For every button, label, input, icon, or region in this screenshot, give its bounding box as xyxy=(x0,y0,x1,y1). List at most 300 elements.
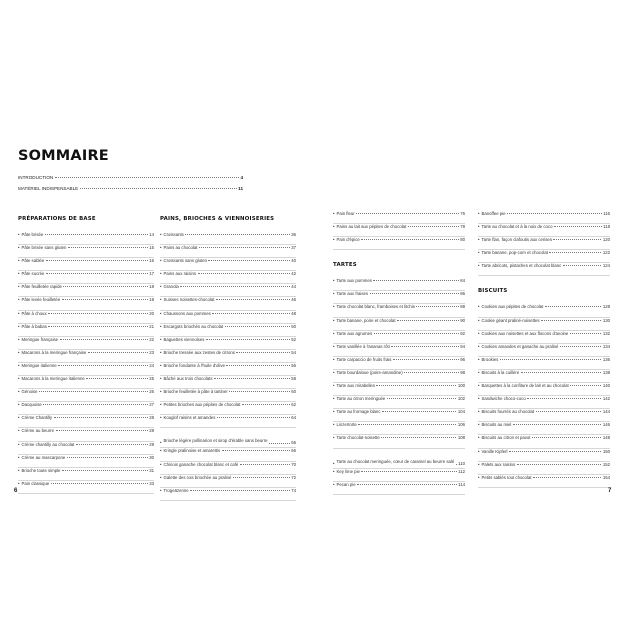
toc-entry[interactable] xyxy=(333,449,465,469)
dot-leader xyxy=(214,378,290,379)
dot-leader xyxy=(242,404,290,405)
toc-entry[interactable] xyxy=(333,331,465,344)
toc-entry[interactable] xyxy=(160,258,296,271)
entry-page: 33 xyxy=(149,480,154,486)
toc-entry[interactable] xyxy=(18,311,154,324)
bullet-icon: • xyxy=(160,448,162,454)
entry-label: Tarte au chocolat et à la noix de coco xyxy=(481,224,553,230)
entry-label: Tarte aux fraises xyxy=(336,291,369,297)
entry-page: 146 xyxy=(602,422,610,428)
entry-page: 48 xyxy=(291,310,296,316)
dot-leader xyxy=(361,471,456,472)
toc-entry[interactable] xyxy=(333,383,465,396)
dot-leader xyxy=(554,226,602,227)
toc-entry[interactable] xyxy=(18,363,154,376)
bullet-icon: • xyxy=(160,376,162,382)
dot-leader xyxy=(88,352,148,353)
toc-entry-list xyxy=(333,211,465,250)
bullet-icon: • xyxy=(18,402,20,408)
dot-leader xyxy=(80,188,237,189)
toc-entry[interactable] xyxy=(18,376,154,389)
bullet-icon: • xyxy=(333,224,335,230)
bullet-icon: • xyxy=(478,237,480,243)
dot-leader xyxy=(236,352,289,353)
toc-entry[interactable] xyxy=(478,409,610,422)
dot-leader xyxy=(507,213,602,214)
dot-leader xyxy=(549,252,601,253)
bullet-icon: • xyxy=(333,278,335,284)
dot-leader xyxy=(527,398,601,399)
page-number-right: 7 xyxy=(608,488,612,494)
toc-entry[interactable] xyxy=(160,389,296,402)
entry-label: Pains aux raisins xyxy=(163,271,196,277)
toc-entry[interactable] xyxy=(160,363,296,376)
toc-entry[interactable] xyxy=(478,263,610,276)
dot-leader xyxy=(233,477,290,478)
dot-leader xyxy=(226,365,289,366)
entry-page: 138 xyxy=(602,369,610,375)
toc-entry[interactable] xyxy=(478,344,610,357)
entry-label: Brioche feuilletée à pâte à tartiner xyxy=(163,389,228,395)
toc-entry[interactable] xyxy=(333,278,465,291)
dot-leader xyxy=(393,359,459,360)
toc-entry[interactable] xyxy=(333,409,465,422)
toc-entry[interactable] xyxy=(160,448,296,461)
section-heading: PRÉPARATIONS DE BASE xyxy=(18,216,96,222)
toc-entry[interactable] xyxy=(478,449,610,462)
bullet-icon: • xyxy=(160,232,162,237)
bullet-icon: • xyxy=(333,481,335,487)
toc-entry[interactable] xyxy=(160,297,296,310)
entry-label: Kringle pralinoise et amarettis xyxy=(163,448,221,454)
entry-page: 74 xyxy=(291,487,296,493)
toc-entry-list xyxy=(333,278,465,494)
entry-label: Vanille Kipferl xyxy=(481,448,508,454)
toc-entry[interactable] xyxy=(18,428,154,441)
toc-entry[interactable] xyxy=(18,350,154,363)
dot-leader xyxy=(43,404,147,405)
entry-page: 52 xyxy=(291,336,296,342)
bullet-icon: • xyxy=(333,468,335,474)
toc-entry[interactable] xyxy=(18,258,154,271)
entry-page: 116 xyxy=(603,211,610,216)
bullet-icon: • xyxy=(18,480,20,486)
entry-label: Brioche légère pollinarion et sirop d'érable sans beurre xyxy=(163,438,268,444)
toc-entry[interactable] xyxy=(333,344,465,357)
toc-entry[interactable] xyxy=(160,428,296,448)
bullet-icon: • xyxy=(333,330,335,336)
dot-leader xyxy=(212,313,289,314)
entry-page: 27 xyxy=(149,402,154,408)
toc-entry[interactable] xyxy=(333,357,465,370)
entry-page: 24 xyxy=(149,362,154,368)
toc-entry[interactable] xyxy=(478,318,610,331)
entry-label: Meringue italienne xyxy=(21,362,57,368)
entry-page: 88 xyxy=(460,304,465,310)
bullet-icon: • xyxy=(18,271,20,277)
dot-leader xyxy=(509,451,601,452)
toc-entry[interactable] xyxy=(333,469,465,482)
dot-leader xyxy=(62,470,148,471)
dot-leader xyxy=(39,391,148,392)
bullet-icon: • xyxy=(333,409,335,415)
bullet-icon: • xyxy=(478,263,480,269)
dot-leader xyxy=(51,483,148,484)
toc-entry[interactable] xyxy=(18,442,154,455)
entry-label: Pâte à choux xyxy=(21,310,47,316)
dot-leader xyxy=(62,299,148,300)
toc-entry[interactable] xyxy=(478,435,610,448)
dot-leader xyxy=(358,424,456,425)
bullet-icon: • xyxy=(160,474,162,480)
toc-entry[interactable] xyxy=(160,245,296,258)
toc-entry-list xyxy=(18,232,154,494)
entry-label: Banoffee pie xyxy=(481,211,506,216)
bullet-icon: • xyxy=(160,336,162,342)
bullet-icon: • xyxy=(333,291,335,297)
dot-leader xyxy=(373,280,458,281)
entry-page: 14 xyxy=(149,232,154,237)
entry-label: Kouglof raisins et amandes xyxy=(163,415,216,421)
dot-leader xyxy=(533,477,601,478)
toc-entry[interactable] xyxy=(160,415,296,428)
toc-entry[interactable] xyxy=(478,211,610,224)
entry-page: 37 xyxy=(291,245,296,251)
bullet-icon: • xyxy=(160,362,162,368)
entry-label: Tarte chocolat blanc, framboises et litchis xyxy=(336,304,415,310)
section-heading: PAINS, BRIOCHES & VIENNOISERIES xyxy=(160,216,275,222)
entry-page: 26 xyxy=(149,389,154,395)
dot-leader xyxy=(225,326,290,327)
entry-label: Cookie géant praliné-noisettes xyxy=(481,317,540,323)
dot-leader xyxy=(198,273,290,274)
toc-entry[interactable] xyxy=(160,475,296,488)
entry-label: Croissants sans gluten xyxy=(163,258,207,264)
toc-entry[interactable] xyxy=(18,481,154,494)
bullet-icon: • xyxy=(160,323,162,329)
entry-label: Crème chantilly au chocolat xyxy=(21,441,75,447)
bullet-icon: • xyxy=(333,343,335,349)
toc-entry[interactable] xyxy=(478,357,610,370)
dot-leader xyxy=(500,359,602,360)
entry-page: 152 xyxy=(602,461,610,467)
entry-label: Tarte carpaccio de fruits frais xyxy=(336,356,392,362)
entry-page: 18 xyxy=(149,284,154,290)
bullet-icon: • xyxy=(478,409,480,415)
bullet-icon: • xyxy=(333,237,335,243)
dot-leader xyxy=(381,437,456,438)
toc-entry[interactable] xyxy=(160,284,296,297)
entry-page: 144 xyxy=(602,409,610,415)
entry-page: 92 xyxy=(460,330,465,336)
bullet-icon: • xyxy=(18,232,20,237)
bullet-icon: • xyxy=(18,349,20,355)
dot-leader xyxy=(391,346,459,347)
dot-leader xyxy=(387,398,457,399)
entry-label: Sandwiche choco-coco xyxy=(481,396,526,402)
toc-entry[interactable] xyxy=(160,232,296,245)
dot-leader xyxy=(269,443,290,444)
dot-leader xyxy=(356,213,459,214)
toc-entry[interactable] xyxy=(478,462,610,475)
toc-entry[interactable] xyxy=(160,324,296,337)
entry-label: Tarte banane, pop-corn et chocolat xyxy=(481,250,548,256)
dot-leader xyxy=(513,424,601,425)
entry-page: 36 xyxy=(291,232,296,237)
bullet-icon: • xyxy=(160,271,162,277)
entry-label: Macarons à la meringue italienne xyxy=(21,376,85,382)
entry-label: Tarte aux mirabelles xyxy=(336,383,375,389)
entry-label: Pecan pie xyxy=(336,481,356,487)
entry-page: 80 xyxy=(460,237,465,243)
dot-leader xyxy=(199,247,290,248)
bullet-icon: • xyxy=(478,369,480,375)
bullet-icon: • xyxy=(18,245,20,251)
entry-label: Biscuits fourrés au chocolat xyxy=(481,409,535,415)
dot-leader xyxy=(532,437,601,438)
toc-entry[interactable] xyxy=(160,462,296,475)
entry-label: Brioche fondante à l'huile d'olive xyxy=(163,362,225,368)
bullet-icon: • xyxy=(478,435,480,441)
entry-label: Petites brioches aux pépites de chocolat xyxy=(163,402,241,408)
toc-entry[interactable] xyxy=(478,304,610,317)
toc-entry[interactable] xyxy=(160,376,296,389)
toc-entry[interactable] xyxy=(18,245,154,258)
toc-entry[interactable] xyxy=(333,482,465,495)
toc-entry[interactable] xyxy=(478,370,610,383)
toc-entry[interactable] xyxy=(18,232,154,245)
entry-label: Dacquoise xyxy=(21,402,42,408)
dot-leader xyxy=(376,385,456,386)
toc-entry[interactable] xyxy=(333,318,465,331)
toc-entry[interactable] xyxy=(478,250,610,263)
entry-page: 98 xyxy=(460,369,465,375)
toc-entry[interactable] xyxy=(333,396,465,409)
dot-leader xyxy=(404,372,459,373)
entry-label: Pâte levée feuilletée xyxy=(21,297,61,303)
entry-page: 128 xyxy=(602,304,610,310)
entry-page: 86 xyxy=(460,291,465,297)
dot-leader xyxy=(45,234,148,235)
entry-page: 29 xyxy=(149,441,154,447)
bullet-icon: • xyxy=(160,258,162,264)
entry-page: 20 xyxy=(149,310,154,316)
bullet-icon: • xyxy=(160,297,162,303)
toc-entry[interactable] xyxy=(18,297,154,310)
toc-entry[interactable] xyxy=(160,311,296,324)
entry-page: 108 xyxy=(457,435,465,441)
dot-leader xyxy=(68,247,148,248)
dot-leader xyxy=(48,326,147,327)
dot-leader xyxy=(76,444,148,445)
entry-label: Trogeäzenne xyxy=(163,487,189,493)
dot-leader xyxy=(206,339,290,340)
dot-leader xyxy=(382,411,456,412)
dot-leader xyxy=(541,320,601,321)
toc-entry[interactable] xyxy=(333,370,465,383)
toc-entry[interactable] xyxy=(333,435,465,448)
toc-entry[interactable] xyxy=(18,415,154,428)
entry-page: 154 xyxy=(602,474,610,480)
bullet-icon: • xyxy=(333,211,335,216)
dot-leader xyxy=(416,306,458,307)
intro-label: MATÉRIEL INDISPENSABLE xyxy=(18,186,79,191)
dot-leader xyxy=(570,333,602,334)
toc-entry[interactable] xyxy=(333,224,465,237)
bullet-icon: • xyxy=(478,304,480,310)
entry-label: Chinois ganache chocolat blanc et café xyxy=(163,461,239,467)
entry-label: Cookies amandes et ganache au praliné xyxy=(481,343,559,349)
entry-page: 15 xyxy=(149,245,154,251)
bullet-icon: • xyxy=(478,474,480,480)
entry-page: 72 xyxy=(291,474,296,480)
toc-intro-row[interactable] xyxy=(18,175,243,180)
bullet-icon: • xyxy=(18,310,20,316)
dot-leader xyxy=(370,293,459,294)
toc-entry[interactable] xyxy=(160,402,296,415)
toc-entry[interactable] xyxy=(478,422,610,435)
toc-entry[interactable] xyxy=(18,402,154,415)
entry-label: Brioche tressée aux zestes de citrons xyxy=(163,349,235,355)
toc-entry[interactable] xyxy=(18,389,154,402)
bullet-icon: • xyxy=(478,250,480,256)
entry-page: 44 xyxy=(291,284,296,290)
toc-entry[interactable] xyxy=(160,337,296,350)
entry-label: Brookies xyxy=(481,356,499,362)
entry-page: 19 xyxy=(149,297,154,303)
entry-label: Pâte brisée xyxy=(21,232,44,237)
dot-leader xyxy=(216,299,290,300)
toc-entry-list xyxy=(160,232,296,501)
toc-entry[interactable] xyxy=(160,488,296,501)
entry-label: Pâte feuilletée rapide xyxy=(21,284,62,290)
entry-page: 132 xyxy=(602,330,610,336)
entry-page: 122 xyxy=(602,250,610,256)
toc-entry-list xyxy=(478,211,610,276)
entry-label: Suisses noisettes-chocolat xyxy=(163,297,215,303)
bullet-icon: • xyxy=(160,440,162,446)
toc-entry[interactable] xyxy=(333,211,465,224)
bullet-icon: • xyxy=(478,448,480,454)
entry-label: Macarons à la meringue française xyxy=(21,349,87,355)
dot-leader xyxy=(240,464,290,465)
entry-page: 62 xyxy=(291,402,296,408)
bullet-icon: • xyxy=(18,454,20,460)
bullet-icon: • xyxy=(160,487,162,493)
toc-intro-row[interactable] xyxy=(18,186,243,191)
dot-leader xyxy=(60,339,148,340)
page-number-left: 6 xyxy=(14,488,18,494)
bullet-icon: • xyxy=(333,304,335,310)
entry-page: 148 xyxy=(602,435,610,441)
entry-label: Barquettes à la confiture de lait et au chocolat xyxy=(481,383,569,389)
entry-label: Cookies aux noisettes et aux flocons d'avoine xyxy=(481,330,569,336)
toc-entry[interactable] xyxy=(478,396,610,409)
toc-entry[interactable] xyxy=(478,224,610,237)
entry-page: 23 xyxy=(149,349,154,355)
entry-page: 124 xyxy=(602,263,610,269)
bullet-icon: • xyxy=(18,323,20,329)
bullet-icon: • xyxy=(333,317,335,323)
section-heading: BISCUITS xyxy=(478,288,508,295)
dot-leader xyxy=(222,450,290,451)
bullet-icon: • xyxy=(160,284,162,290)
dot-leader xyxy=(48,313,148,314)
bullet-icon: • xyxy=(333,383,335,389)
entry-label: Brioche toute simple xyxy=(21,467,61,473)
toc-column-4 xyxy=(478,211,610,488)
bullet-icon: • xyxy=(160,415,162,421)
intro-label: INTRODUCTION xyxy=(18,175,54,180)
dot-leader xyxy=(361,239,458,240)
entry-label: Tarte bourdaloue (poire-amandine) xyxy=(336,369,403,375)
entry-page: 60 xyxy=(291,389,296,395)
bullet-icon: • xyxy=(333,369,335,375)
toc-entry[interactable] xyxy=(478,383,610,396)
entry-label: Biscuits à la cuillère xyxy=(481,369,520,375)
entry-page: 21 xyxy=(149,323,154,329)
toc-entry[interactable] xyxy=(333,291,465,304)
bullet-icon: • xyxy=(478,396,480,402)
entry-label: Baguettes viennoises xyxy=(163,336,205,342)
bullet-icon: • xyxy=(160,402,162,408)
entry-label: Pâte sablée xyxy=(21,258,45,264)
toc-entry[interactable] xyxy=(18,284,154,297)
toc-entry[interactable] xyxy=(18,455,154,468)
toc-entry[interactable] xyxy=(478,237,610,250)
entry-label: Pâte brisée sans gluten xyxy=(21,245,67,251)
toc-entry[interactable] xyxy=(333,237,465,250)
bullet-icon: • xyxy=(18,336,20,342)
toc-entry[interactable] xyxy=(333,422,465,435)
entry-page: 100 xyxy=(457,383,465,389)
entry-page: 40 xyxy=(291,258,296,264)
entry-page: 114 xyxy=(458,481,465,487)
toc-entry[interactable] xyxy=(333,304,465,317)
toc-entry[interactable] xyxy=(18,324,154,337)
bullet-icon: • xyxy=(18,389,20,395)
entry-label: Pain classique xyxy=(21,480,50,486)
dot-leader xyxy=(570,385,601,386)
toc-entry[interactable] xyxy=(18,337,154,350)
toc-entry[interactable] xyxy=(18,271,154,284)
entry-label: Linzertorte xyxy=(336,422,357,428)
bullet-icon: • xyxy=(478,317,480,323)
entry-label: Pain fleur xyxy=(336,211,355,216)
entry-label: Bâché aux trois chocolats xyxy=(163,376,213,382)
entry-label: Tarte flan, façon clafoutis aux cerises xyxy=(481,237,552,243)
dot-leader xyxy=(86,378,147,379)
toc-entry[interactable] xyxy=(18,468,154,481)
entry-page: 66 xyxy=(291,448,296,454)
toc-entry[interactable] xyxy=(478,331,610,344)
entry-page: 54 xyxy=(291,349,296,355)
toc-entry[interactable] xyxy=(160,271,296,284)
entry-page: 94 xyxy=(460,343,465,349)
bullet-icon: • xyxy=(160,310,162,316)
dot-leader xyxy=(553,239,601,240)
toc-entry[interactable] xyxy=(160,350,296,363)
entry-label: Escargots briochés au chocolat xyxy=(163,323,224,329)
entry-page: 130 xyxy=(602,317,610,323)
entry-label: Pâte sucrée xyxy=(21,271,45,277)
section-gap xyxy=(478,276,610,288)
entry-page: 102 xyxy=(457,396,465,402)
dot-leader xyxy=(55,177,239,178)
toc-entry[interactable] xyxy=(478,475,610,488)
entry-label: Crème Chantilly xyxy=(21,415,53,421)
entry-label: Tarte au chocolat meringuée, cœur de caramel au beurre salé xyxy=(336,458,455,464)
